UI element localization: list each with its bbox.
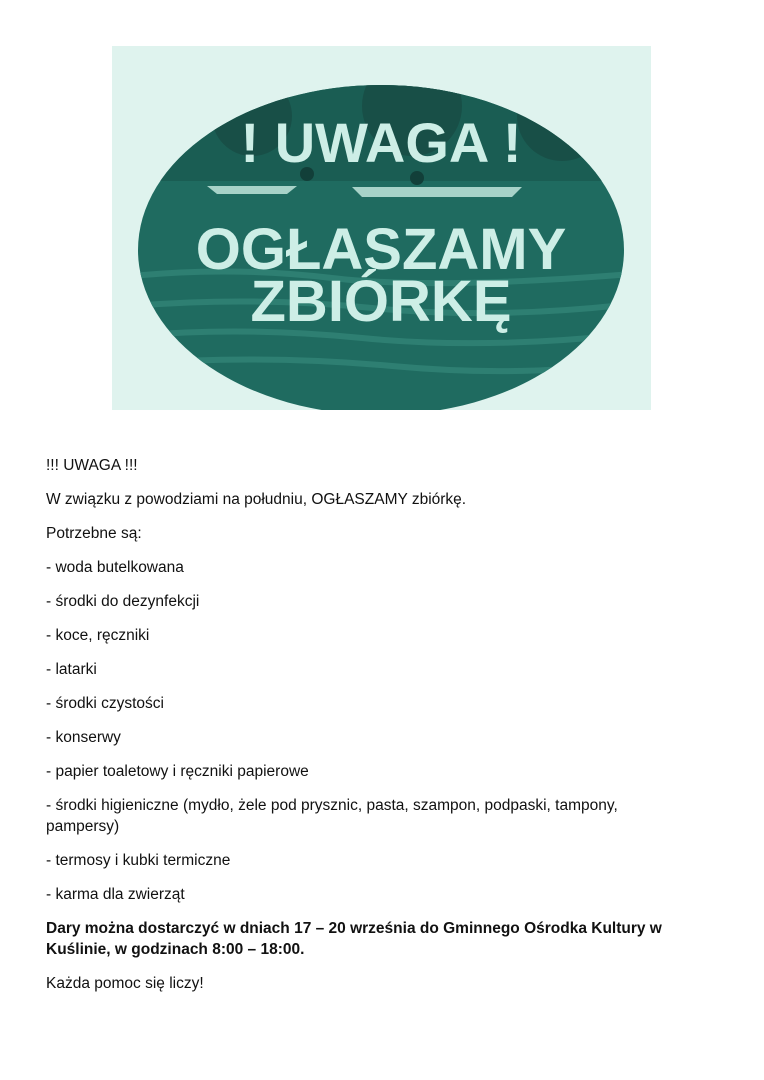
list-item: - środki higieniczne (mydło, żele pod prysznic, pasta, szampon, podpaski, tampony, pampersy) — [46, 797, 618, 835]
banner-line1: OGŁASZAMY — [195, 217, 567, 282]
banner-line2: ZBIÓRKĘ — [250, 269, 512, 334]
list-item: - woda butelkowana — [46, 559, 184, 576]
list-item: - środki czystości — [46, 695, 164, 712]
list-item: - środki do dezynfekcji — [46, 593, 200, 610]
closing-line: Każda pomoc się liczy! — [46, 975, 204, 992]
announcement-body — [46, 455, 686, 1007]
list-item: - konserwy — [46, 729, 121, 746]
banner-headline: ! UWAGA ! — [240, 111, 522, 174]
list-item: - papier toaletowy i ręczniki papierowe — [46, 763, 309, 780]
list-item: - termosy i kubki termiczne — [46, 852, 231, 869]
flood-banner-image — [112, 46, 651, 410]
delivery-info: Dary można dostarczyć w dniach 17 – 20 września do Gminnego Ośrodka Kultury w Kuślinie, w godzinach 8:00 – 18:00. — [46, 920, 662, 958]
list-item: - karma dla zwierząt — [46, 886, 185, 903]
flood-banner — [112, 46, 651, 410]
list-item: - koce, ręczniki — [46, 627, 150, 644]
alert-line: !!! UWAGA !!! — [46, 457, 138, 474]
needed-heading: Potrzebne są: — [46, 525, 142, 542]
list-item: - latarki — [46, 661, 97, 678]
intro-paragraph: W związku z powodziami na południu, OGŁASZAMY zbiórkę. — [46, 491, 467, 508]
